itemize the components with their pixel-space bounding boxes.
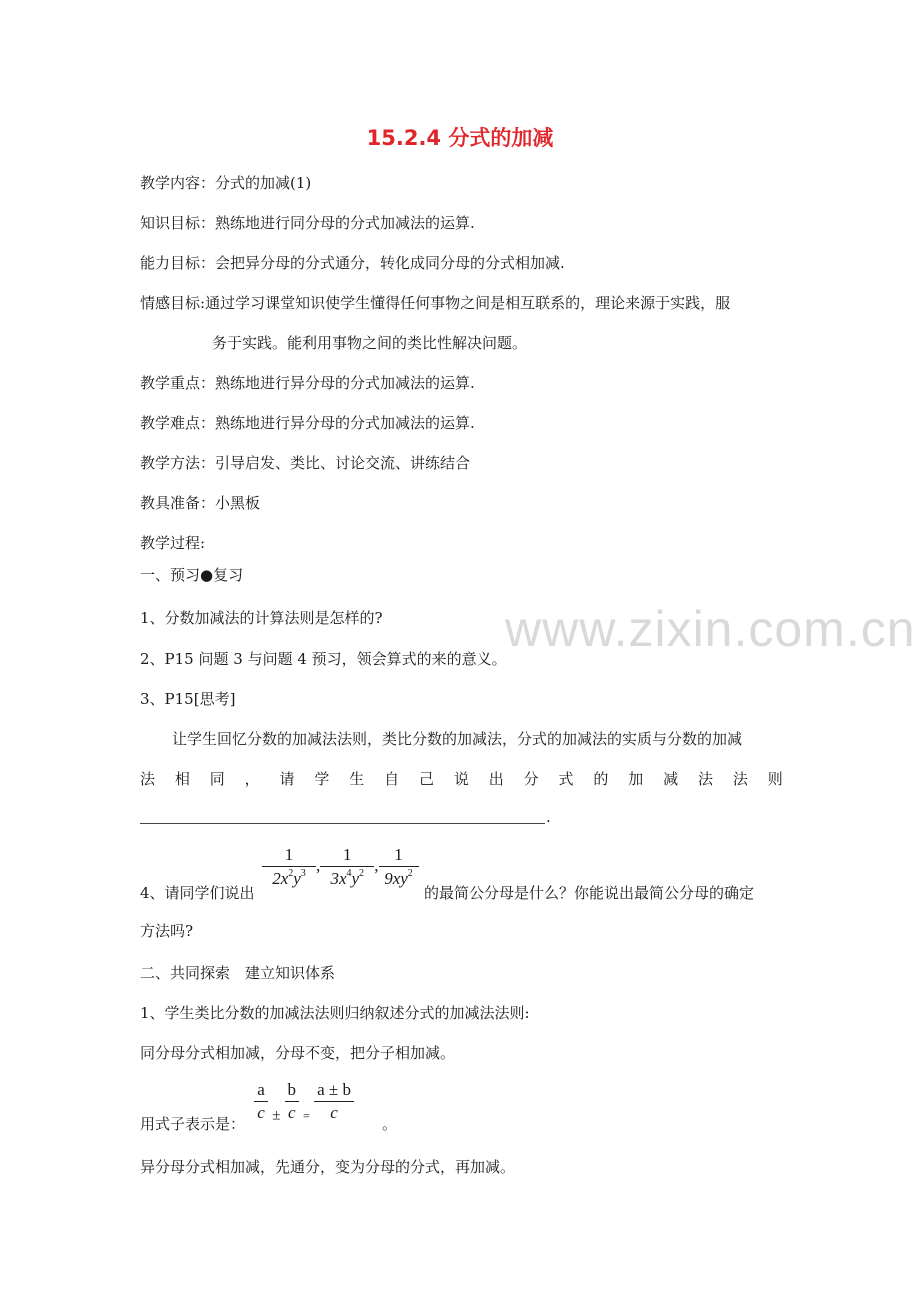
rule-same-denominator: 同分母分式相加减，分母不变，把分子相加减。 <box>140 1044 456 1062</box>
formula-end: 。 <box>382 1115 398 1133</box>
den-part: y <box>351 869 360 888</box>
exponent: 2 <box>359 868 365 879</box>
thinking-paragraph-line2 <box>140 768 783 789</box>
method-row <box>140 452 470 473</box>
char: 相 <box>174 770 190 788</box>
answer-blank-line <box>140 823 545 824</box>
question-1: 1、分数加减法的计算法则是怎样的? <box>140 609 383 627</box>
tools-label: 教具准备： <box>140 494 216 512</box>
question-2: 2、P15 问题 3 与问题 4 预习，领会算式的来的意义。 <box>140 650 507 668</box>
emotion-row <box>140 292 730 313</box>
section2-item-1: 1、学生类比分数的加减法法则归纳叙述分式的加减法法则: <box>140 1004 530 1022</box>
den-part: 9xy <box>384 869 408 888</box>
page-title: 15.2.4 分式的加减 <box>366 126 554 150</box>
formula-label: 用式子表示是： <box>140 1115 246 1133</box>
fraction-list <box>262 845 419 889</box>
comma: , <box>316 855 321 875</box>
char: 加 <box>628 770 644 788</box>
difficulty-row <box>140 412 475 433</box>
char: 式 <box>558 770 574 788</box>
fraction-1 <box>262 845 316 889</box>
fraction-a-over-c <box>254 1080 268 1123</box>
char: 减 <box>663 770 679 788</box>
method-label: 教学方法： <box>140 454 216 472</box>
fraction-1-denominator <box>262 868 316 889</box>
char: 学 <box>314 770 330 788</box>
char: ， <box>244 770 260 788</box>
denominator: c <box>287 1103 296 1122</box>
knowledge-value: 熟练地进行同分母的分式加减法的运算. <box>215 214 475 232</box>
numerator: a ± b <box>317 1080 351 1099</box>
char: 法 <box>732 770 748 788</box>
key-label: 教学重点： <box>140 374 216 392</box>
fraction-3 <box>379 845 419 889</box>
char: 说 <box>453 770 469 788</box>
den-part: y <box>293 869 301 888</box>
fraction-1-numerator: 1 <box>284 845 294 864</box>
ability-value: 会把异分母的分式通分，转化成同分母的分式相加减. <box>215 254 565 272</box>
fraction-sum <box>314 1080 354 1123</box>
addition-formula <box>254 1080 354 1124</box>
char: 生 <box>349 770 365 788</box>
method-value: 引导启发、类比、讨论交流、讲练结合 <box>215 454 471 472</box>
question-4-line2: 方法吗? <box>140 922 194 940</box>
fraction-b-over-c <box>285 1080 299 1123</box>
den-part: 3x <box>330 869 347 888</box>
thinking-paragraph-line1: 让学生回忆分数的加减法法则，类比分数的加减法，分式的加减法的实质与分数的加减 <box>172 730 743 748</box>
fraction-2-numerator: 1 <box>343 845 352 864</box>
tools-row <box>140 492 260 513</box>
denominator: c <box>330 1103 338 1122</box>
char: 则 <box>767 770 783 788</box>
question-4-suffix: 的最简公分母是什么？你能说出最简公分母的确定 <box>424 884 755 902</box>
fraction-2-denominator <box>320 868 374 889</box>
numerator: b <box>287 1080 296 1099</box>
tools-value: 小黑板 <box>215 494 261 512</box>
section2-heading: 二、共同探索 建立知识体系 <box>140 964 336 982</box>
exponent: 3 <box>300 868 306 879</box>
denominator: c <box>257 1103 265 1122</box>
knowledge-label: 知识目标： <box>140 214 216 232</box>
exponent: 2 <box>288 868 294 879</box>
process-label: 教学过程: <box>140 534 206 552</box>
char: 自 <box>384 770 400 788</box>
fraction-3-denominator <box>379 868 419 889</box>
emotion-label: 情感目标: <box>140 294 206 312</box>
comma: , <box>374 855 379 875</box>
exponent: 2 <box>407 868 413 879</box>
key-row <box>140 372 475 393</box>
equals-sign: = <box>302 1108 310 1123</box>
numerator: a <box>257 1080 265 1099</box>
exponent: 4 <box>346 868 352 879</box>
knowledge-row <box>140 212 475 233</box>
watermark: www.zixin.com.cn <box>505 601 916 657</box>
key-value: 熟练地进行异分母的分式加减法的运算. <box>215 374 475 392</box>
char: 法 <box>140 770 156 788</box>
emotion-value-line2: 务于实践。能利用事物之间的类比性解决问题。 <box>212 334 528 352</box>
rule-different-denominator: 异分母分式相加减，先通分，变为分母的分式，再加减。 <box>140 1158 516 1176</box>
content-value: 分式的加减(1) <box>215 174 312 192</box>
question-4-prefix: 4、请同学们说出 <box>140 884 255 902</box>
ability-label: 能力目标： <box>140 254 216 272</box>
ability-row <box>140 252 565 273</box>
char: 出 <box>488 770 504 788</box>
char: 的 <box>593 770 609 788</box>
char: 分 <box>523 770 539 788</box>
char: 请 <box>279 770 295 788</box>
emotion-value-line1: 通过学习课堂知识使学生懂得任何事物之间是相互联系的，理论来源于实践，服 <box>205 294 731 312</box>
blank-period: . <box>546 808 551 826</box>
char: 同 <box>209 770 225 788</box>
fraction-2 <box>320 845 374 889</box>
content-label: 教学内容： <box>140 174 216 192</box>
question-3: 3、P15[思考] <box>140 690 236 708</box>
char: 法 <box>698 770 714 788</box>
difficulty-value: 熟练地进行异分母的分式加减法的运算. <box>215 414 475 432</box>
den-part: 2x <box>272 869 289 888</box>
difficulty-label: 教学难点： <box>140 414 216 432</box>
fraction-3-numerator: 1 <box>394 845 403 864</box>
char: 己 <box>419 770 435 788</box>
content-row <box>140 172 311 193</box>
plus-minus-sign: ± <box>272 1107 281 1124</box>
section1-heading: 一、预习●复习 <box>140 566 244 584</box>
